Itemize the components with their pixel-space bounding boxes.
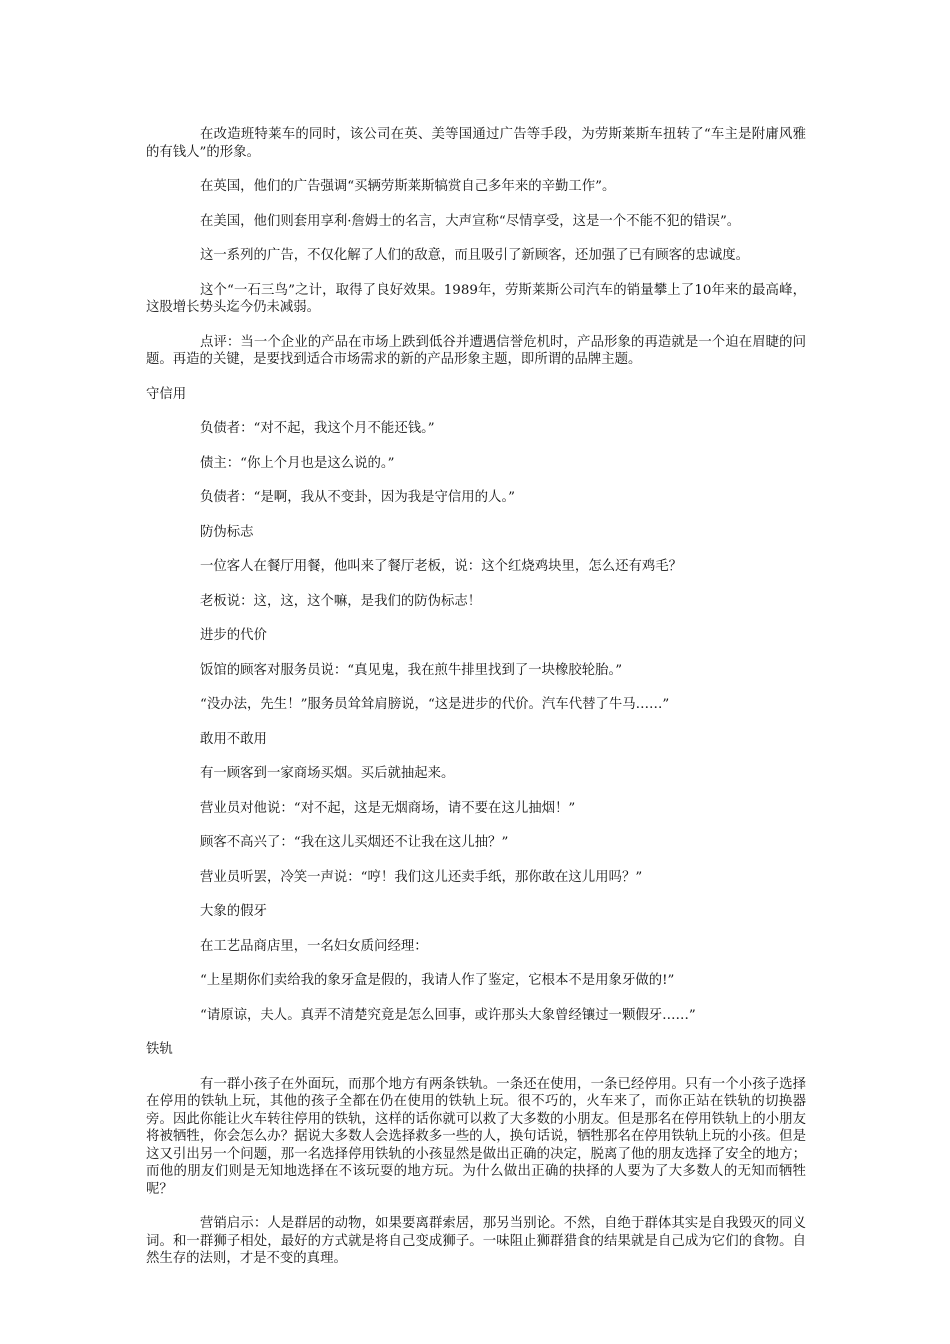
paragraph: 这个“一石三鸟”之计，取得了良好效果。1989年，劳斯莱斯公司汽车的销量攀上了10年来的最高峰，这股增长势头迄今仍未减弱。 bbox=[146, 282, 806, 315]
paragraph: “上星期你们卖给我的象牙盒是假的，我请人作了鉴定，它根本不是用象牙做的!” bbox=[200, 973, 675, 988]
paragraph: 顾客不高兴了：“我在这儿买烟还不让我在这儿抽？” bbox=[200, 835, 509, 850]
paragraph: 点评：当一个企业的产品在市场上跌到低谷并遭遇信誉危机时，产品形象的再造就是一个迫在眉睫的问题。再造的关键，是要找到适合市场需求的新的产品形象主题，即所谓的品牌主题。 bbox=[146, 334, 806, 367]
paragraph: 这一系列的广告，不仅化解了人们的敌意，而且吸引了新顾客，还加强了已有顾客的忠诚度。 bbox=[200, 248, 750, 263]
paragraph: 饭馆的顾客对服务员说：“真见鬼，我在煎牛排里找到了一块橡胶轮胎。” bbox=[200, 662, 623, 678]
section-heading: 守信用 bbox=[146, 386, 187, 402]
paragraph: 在美国，他们则套用享利·詹姆士的名言，大声宣称“尽情享受，这是一个不能不犯的错误”。 bbox=[200, 213, 741, 229]
paragraph: 营销启示：人是群居的动物，如果要离群索居，那另当别论。不然，自绝于群体其实是自我毁灭的同义词。和一群狮子相处，最好的方式就是将自己变成狮子。一味阻止狮群猎食的结果就是自己成为它们的食物。自然生存的法则，才是不变的真理。 bbox=[146, 1216, 806, 1266]
paragraph: 营业员对他说：“对不起，这是无烟商场，请不要在这儿抽烟！” bbox=[200, 800, 576, 816]
subheading: 大象的假牙 bbox=[200, 904, 267, 919]
paragraph: 一位客人在餐厅用餐，他叫来了餐厅老板，说：这个红烧鸡块里，怎么还有鸡毛？ bbox=[200, 559, 683, 574]
paragraph: 有一群小孩子在外面玩，而那个地方有两条铁轨。一条还在使用，一条已经停用。只有一个小孩子选择在停用的铁轨上玩，其他的孩子全都在仍在使用的铁轨上玩。很不巧的，火车来了，而你正站在铁轨的切换器旁。因此你能让火车转往停用的铁轨，这样的话你就可以救了大多数的小朋友。但是那名在停用铁轨上的小朋友将被牺牲，你会怎么办？据说大多数人会选择救多一些的人，换句话说，牺牲那名在停用铁轨上玩的小孩。但是这又引出另一个问题，那一名选择停用铁轨的小孩显然是做出正确的决定，脱离了他的朋友选择了安全的地方；而他的朋友们则是无知地选择在不该玩耍的地方玩。为什么做出正确的抉择的人要为了大多数人的无知而牺牲呢？ bbox=[146, 1076, 806, 1197]
paragraph: 负债者：“对不起，我这个月不能还钱。” bbox=[200, 421, 435, 436]
paragraph: 营业员听罢，冷笑一声说：“哼！我们这儿还卖手纸，那你敢在这儿用吗？” bbox=[200, 869, 643, 885]
paragraph: 债主：“你上个月也是这么说的。” bbox=[200, 455, 395, 471]
paragraph: “请原谅，夫人。真弄不清楚究竟是怎么回事，或许那头大象曾经镶过一颗假牙……” bbox=[200, 1007, 696, 1023]
paragraph: 在英国，他们的广告强调“买辆劳斯莱斯犒赏自己多年来的辛勤工作”。 bbox=[200, 179, 616, 194]
paragraph: 在工艺品商店里，一名妇女质问经理： bbox=[200, 938, 428, 954]
subheading: 防伪标志 bbox=[200, 524, 254, 540]
section-heading: 铁轨 bbox=[146, 1042, 173, 1057]
paragraph: 有一顾客到一家商场买烟。买后就抽起来。 bbox=[200, 766, 455, 781]
subheading: 敢用不敢用 bbox=[200, 731, 267, 747]
paragraph: 负债者：“是啊，我从不变卦，因为我是守信用的人。” bbox=[200, 490, 515, 505]
paragraph: 在改造班特莱车的同时，该公司在英、美等国通过广告等手段，为劳斯莱斯车扭转了“车主是附庸风雅的有钱人”的形象。 bbox=[146, 127, 806, 160]
document-page bbox=[146, 126, 806, 1268]
paragraph: 老板说：这，这，这个嘛，是我们的防伪标志！ bbox=[200, 593, 482, 609]
subheading: 进步的代价 bbox=[200, 628, 267, 643]
paragraph: “没办法，先生！”服务员耸耸肩膀说，“这是进步的代价。汽车代替了牛马……” bbox=[200, 697, 670, 712]
